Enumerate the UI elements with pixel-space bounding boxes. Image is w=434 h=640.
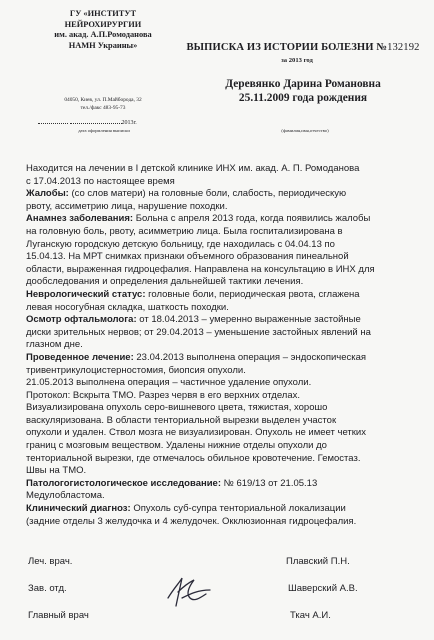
institution-name: [28, 9, 178, 51]
diagnosis-label: Клинический диагноз:: [26, 503, 131, 515]
patient-name: Деревянко Дарина Романовна: [225, 78, 381, 90]
signature-role: Леч. врач.: [28, 556, 73, 567]
histo-line: Патологогистологическое исследование: № 619/13 от 21.05.13: [26, 477, 318, 489]
body-line: Луганскую городскую детскую больницу, где находилась с 04.04.13 по: [26, 238, 335, 250]
body-line: (задние отделы 3 желудочка и 4 желудочек. Окклюзионная гидроцефалия.: [26, 515, 357, 527]
body-line: Протокол: Вскрыта ТМО. Разрез червя в его верхних отделах.: [26, 389, 301, 401]
body-line: глазном дне.: [26, 339, 83, 351]
institution-line: НЕЙРОХИРУРГИИ: [64, 19, 142, 29]
fio-caption: (фамилия,имя,отчество): [281, 128, 329, 133]
issue-date-line: [38, 117, 158, 127]
summary-body: [26, 163, 424, 528]
body-line: 21.05.2013 выполнена операция – частичное удаление опухоли.: [26, 377, 312, 389]
body-line: тривентрикулоцистерностомия, биопсия опухоли.: [26, 364, 246, 376]
address-line: 04050, Киев, ул. П.Майборода, 32: [64, 97, 142, 103]
signature-name: Шаверский А.В.: [288, 583, 358, 594]
treatment-line: Проведенное лечение: 23.04.2013 выполнена операция – эндоскопическая: [26, 351, 367, 363]
body-line: Медулобластома.: [26, 490, 105, 502]
patient-birth-date: 25.11.2009 года рождения: [238, 92, 368, 104]
institution-line: им. акад. А.П.Ромоданова: [54, 30, 152, 39]
treatment-label: Проведенное лечение:: [26, 351, 134, 363]
neuro-line: Неврологический статус: головные боли, периодическая рвота, сглажена: [26, 288, 360, 300]
body-line: с 17.04.2013 по настоящее время: [26, 175, 175, 187]
body-line: Визуализирована опухоль серо-вишневого цвета, тяжистая, хорошо: [26, 402, 328, 414]
document-title: [178, 42, 428, 53]
issue-date-year: 2013г.: [121, 120, 137, 126]
neuro-label: Неврологический статус:: [26, 288, 146, 300]
signature-role: Зав. отд.: [28, 583, 67, 594]
body-line: опухоли и удален. Ствол мозга не визуализирован. Опухоль не имеет четких: [26, 427, 366, 439]
ophth-label: Осмотр офтальмолога:: [26, 314, 137, 326]
body-line: васкуляризована. В области тенториальной вырезки выделен участок: [26, 414, 337, 426]
complaints-line: Жалобы: (со слов матери) на головные боли, слабость, периодическую: [26, 188, 347, 200]
anamnesis-line: Анамнез заболевания: Больна с апреля 2013 года, когда появились жалобы: [26, 213, 371, 225]
body-line: рвоту, ассиметрию лица, нарушение походки.: [26, 200, 228, 212]
document-title-text: ВЫПИСКА ИЗ ИСТОРИИ БОЛЕЗНИ №: [186, 42, 388, 53]
histo-label: Патологогистологическое исследование:: [26, 477, 222, 489]
body-line: 15.04.13. На МРТ снимках признаки объемного образования пинеальной: [26, 251, 349, 263]
document-year: за 2013 год: [281, 57, 313, 64]
signature-name: Плавский П.Н.: [286, 556, 350, 567]
signature-role: Главный врач: [28, 610, 89, 621]
institution-line: НАМН Украины»: [68, 40, 138, 50]
body-line: Находится на лечении в I детской клинике ИНХ им. акад. А. П. Ромоданова: [26, 163, 360, 174]
body-line: области, выраженная гидроцефалия. Направлена на консультацию в ИНХ для: [26, 263, 375, 275]
body-line: на головную боль, рвоту, асимметрию лица. Была госпитализирована в: [26, 225, 343, 237]
handwritten-signature: [160, 568, 215, 613]
complaints-label: Жалобы:: [26, 188, 69, 200]
body-line: левая носогубная складка, шаткость походки.: [26, 301, 229, 313]
diagnosis-line: Клинический диагноз: Опухоль суб-супра тенториальной локализации: [26, 503, 346, 515]
history-number: 132192: [387, 42, 420, 53]
signature-name: Ткач А.И.: [290, 610, 331, 621]
patient-block: [178, 77, 428, 105]
institution-address: [28, 97, 178, 112]
issue-date-caption: дата оформления выписки: [78, 128, 130, 133]
address-line: тел./факс 483-95-73: [80, 104, 126, 111]
ophth-line: Осмотр офтальмолога: от 18.04.2013 – умеренно выраженные застойные: [26, 314, 361, 326]
body-line: дообследования и определения дальнейшей тактики лечения.: [26, 276, 304, 288]
body-line: диски зрительных нервов; от 29.04.2013 – уменьшение застойных явлений на: [26, 326, 371, 338]
body-line: границ с мозговым веществом. Удалены нижние отделы опухоли до: [26, 440, 327, 452]
institution-line: ГУ «ИНСТИТУТ: [69, 9, 137, 18]
body-line: Швы на ТМО.: [26, 465, 87, 477]
body-line: тенториальной вырезки, где отмечалось обильное кровотечение. Гемостаз.: [26, 452, 361, 464]
anamnesis-label: Анамнез заболевания:: [26, 213, 134, 225]
